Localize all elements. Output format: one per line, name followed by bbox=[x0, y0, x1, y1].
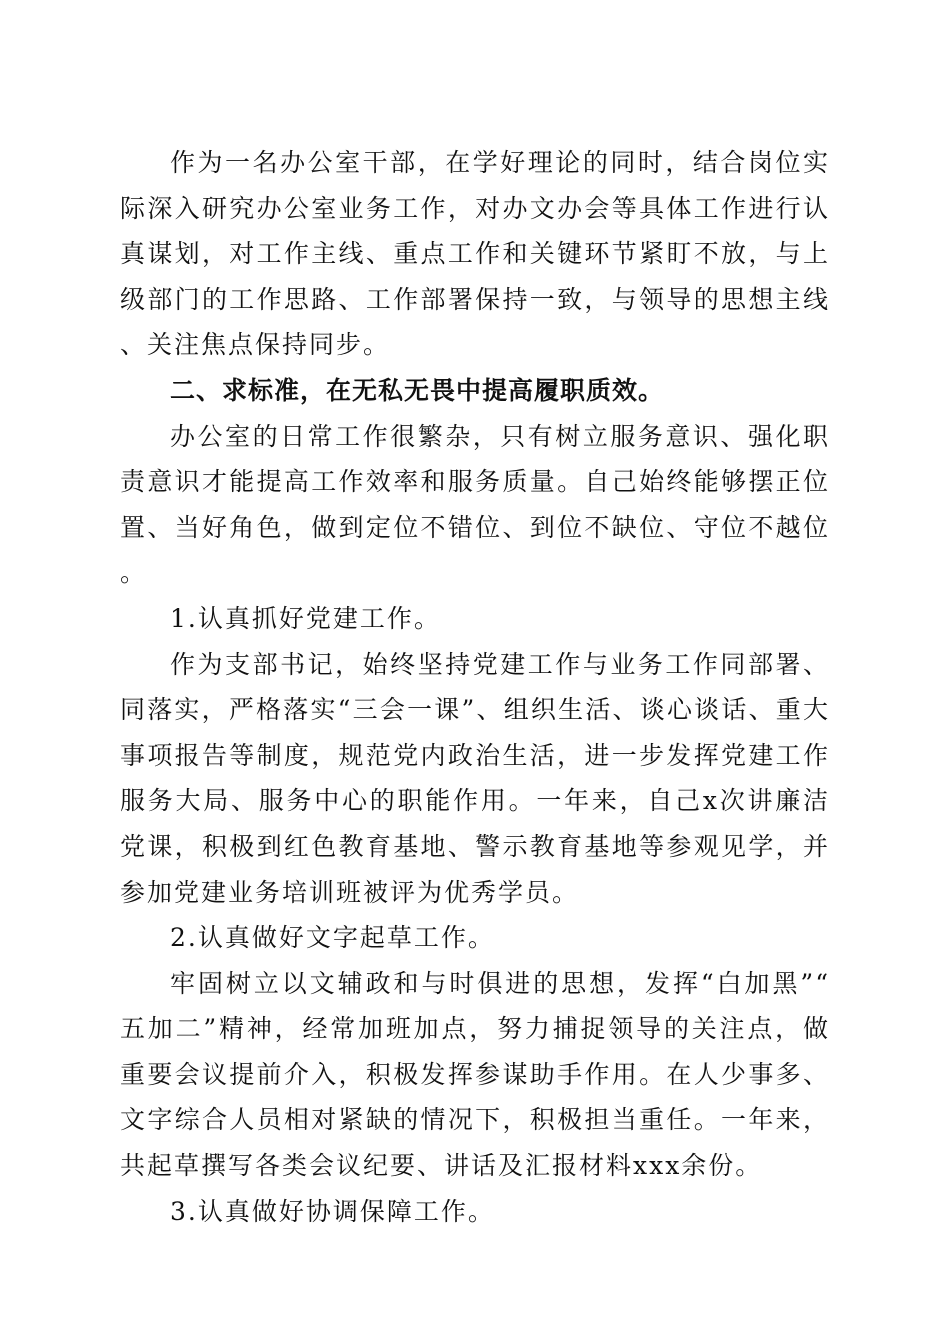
subheading-party-building: 1.认真抓好党建工作。 bbox=[170, 603, 441, 633]
paragraph-drafting: 牢固树立以文辅政和与时俱进的思想，发挥“白加黑”“五加二”精神，经常加班加点，努力捕捉领导的关注点，做重要会议提前介入，积极发挥参谋助手作用。在人少事多、文字综合人员相对紧缺的情况下，积极担当重任。一年来，共起草撰写各类会议纪要、讲话及汇报材料xxx余份。 bbox=[120, 968, 830, 1181]
paragraph-office-cadre: 作为一名办公室干部，在学好理论的同时，结合岗位实际深入研究办公室业务工作，对办文办会等具体工作进行认真谋划，对工作主线、重点工作和关键环节紧盯不放，与上级部门的工作思路、工作部署保持一致，与领导的思想主线、关注焦点保持同步。 bbox=[120, 148, 830, 360]
subheading-coordination: 3.认真做好协调保障工作。 bbox=[170, 1196, 495, 1226]
paragraph-office-daily-work: 办公室的日常工作很繁杂，只有树立服务意识、强化职责意识才能提高工作效率和服务质量。自己始终能够摆正位置、当好角色，做到定位不错位、到位不缺位、守位不越位。 bbox=[120, 421, 830, 588]
section-heading-2: 二、求标准，在无私无畏中提高履职质效。 bbox=[170, 375, 665, 405]
paragraph-party-building: 作为支部书记，始终坚持党建工作与业务工作同部署、同落实，严格落实“三会一课”、组织生活、谈心谈话、重大事项报告等制度，规范党内政治生活，进一步发挥党建工作服务大局、服务中心的职能作用。一年来，自己x次讲廉洁党课，积极到红色教育基地、警示教育基地等参观见学，并参加党建业务培训班被评为优秀学员。 bbox=[120, 649, 830, 907]
document-body bbox=[120, 140, 830, 1234]
subheading-drafting: 2.认真做好文字起草工作。 bbox=[170, 923, 495, 953]
